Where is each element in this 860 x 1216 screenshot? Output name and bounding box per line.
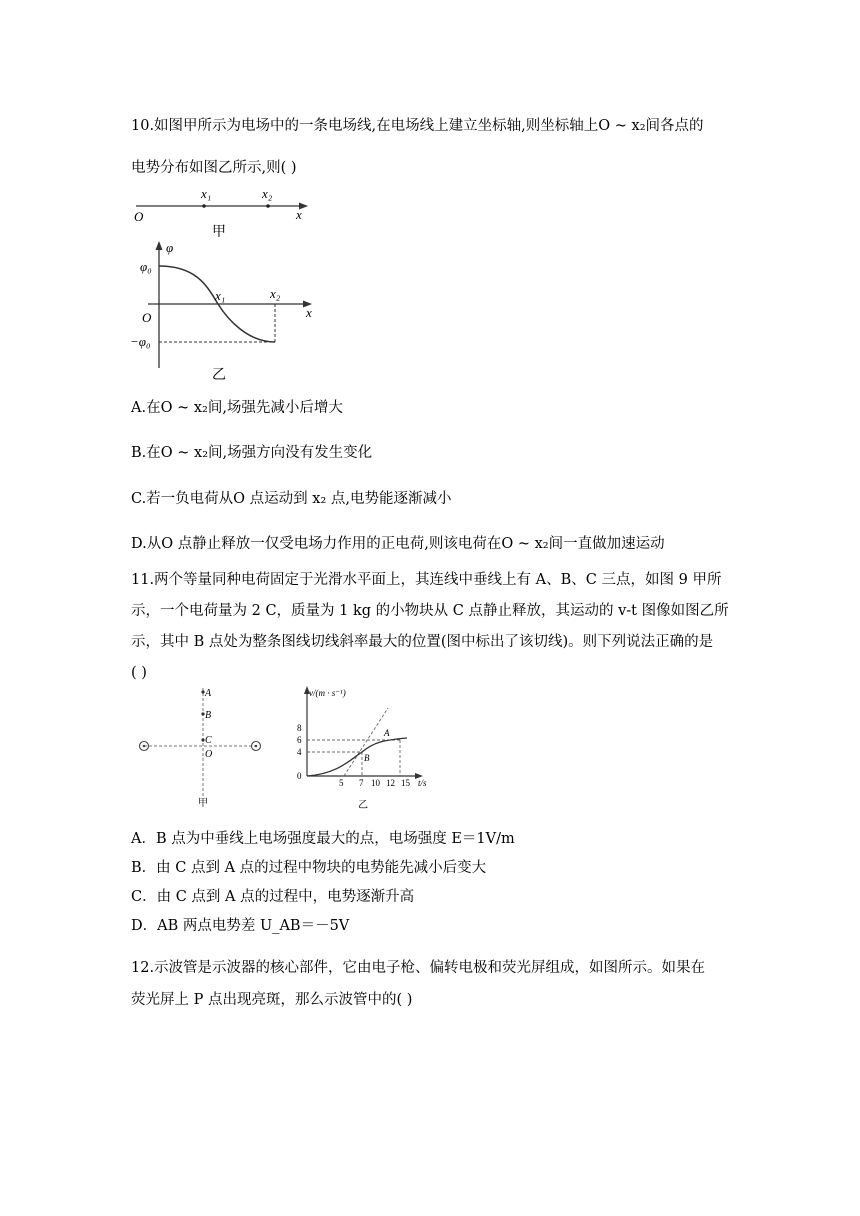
q11-jia-b-label: B bbox=[205, 710, 212, 721]
q11-yi-caption: 乙 bbox=[358, 800, 368, 811]
q10-yi-phi-label: φ bbox=[166, 240, 174, 255]
q10-stem-line1: 10.如图甲所示为电场中的一条电场线,在电场线上建立坐标轴,则坐标轴上O ~ x₂间各点的 bbox=[131, 118, 704, 134]
q10-option-a: A.在O ~ x₂间,场强先减小后增大 bbox=[131, 400, 343, 416]
q11-yi-xtick-5: 5 bbox=[339, 778, 344, 788]
q10-jia-axis-label: x bbox=[296, 207, 302, 222]
q11-yi-xtick-15: 15 bbox=[401, 778, 410, 788]
q11-jia-c-label: C bbox=[205, 735, 212, 746]
q11-stem-line1: 11.两个等量同种电荷固定于光滑水平面上，其连线中垂线上有 A、B、C 三点，如图 9 甲所 bbox=[131, 572, 722, 588]
q10-jia-caption: 甲 bbox=[212, 225, 226, 240]
q10-yi-x2-label: x₂ bbox=[270, 286, 281, 301]
q11-yi-point-a: A bbox=[384, 728, 390, 738]
q11-jia-o-label: O bbox=[205, 749, 213, 760]
q11-option-d: D．AB 两点电势差 U_AB＝－5V bbox=[131, 918, 350, 934]
q11-yi-ytick-8: 8 bbox=[297, 723, 302, 733]
q11-yi-ylabel: v/(m · s⁻¹) bbox=[309, 688, 346, 698]
q10-option-c: C.若一负电荷从O 点运动到 x₂ 点,电势能逐渐减小 bbox=[131, 491, 452, 507]
q10-yi-caption: 乙 bbox=[212, 368, 226, 383]
q11-option-c: C．由 C 点到 A 点的过程中，电势逐渐升高 bbox=[131, 889, 415, 905]
q10-option-d: D.从O 点静止释放一仅受电场力作用的正电荷,则该电荷在O ~ x₂间一直做加速运动 bbox=[131, 536, 665, 552]
q11-yi-xlabel: t/s bbox=[418, 778, 427, 788]
q10-yi-phi0-label: φ₀ bbox=[140, 259, 152, 274]
q10-yi-o-label: O bbox=[142, 310, 152, 325]
q10-stem-line2: 电势分布如图乙所示,则( ) bbox=[131, 160, 297, 176]
q10-yi-axis-label: x bbox=[306, 305, 312, 320]
q11-stem-line4: ( ) bbox=[131, 665, 147, 681]
q12-stem-line2: 荧光屏上 P 点出现亮斑，那么示波管中的( ) bbox=[131, 992, 413, 1008]
q11-option-b: B．由 C 点到 A 点的过程中物块的电势能先减小后变大 bbox=[131, 860, 487, 876]
q11-stem-line3: 示，其中 B 点处为整条图线切线斜率最大的位置(图中标出了该切线)。则下列说法正确的是 bbox=[131, 634, 714, 650]
q11-yi-ytick-4: 4 bbox=[297, 747, 302, 757]
q10-yi-x1-label: x₁ bbox=[215, 288, 226, 303]
q10-yi-neg-phi0-label: −φ₀ bbox=[130, 334, 151, 349]
q11-jia-caption: 甲 bbox=[198, 798, 208, 809]
q11-yi-point-b: B bbox=[364, 753, 370, 763]
q10-jia-x2-label: x₂ bbox=[262, 186, 273, 201]
q11-jia-a-label: A bbox=[205, 688, 212, 699]
q11-yi-ytick-0: 0 bbox=[297, 771, 302, 781]
q11-yi-xtick-12: 12 bbox=[386, 778, 395, 788]
q10-figure-yi bbox=[128, 238, 323, 383]
q12-stem-line1: 12.示波管是示波器的核心部件，它由电子枪、偏转电极和荧光屏组成，如图所示。如果在 bbox=[131, 960, 706, 976]
q11-yi-xtick-10: 10 bbox=[371, 778, 380, 788]
q11-option-a: A．B 点为中垂线上电场强度最大的点，电场强度 E＝1V/m bbox=[131, 831, 515, 847]
q10-option-b: B.在O ~ x₂间,场强方向没有发生变化 bbox=[131, 445, 373, 461]
q11-yi-xtick-7: 7 bbox=[359, 778, 364, 788]
q10-jia-x1-label: x₁ bbox=[201, 186, 212, 201]
q11-stem-line2: 示，一个电荷量为 2 C，质量为 1 kg 的小物块从 C 点静止释放，其运动的 v-t 图像如图乙所 bbox=[131, 603, 729, 619]
q11-yi-ytick-6: 6 bbox=[297, 735, 302, 745]
q11-figure-jia bbox=[132, 684, 272, 809]
q11-figure-yi bbox=[292, 684, 442, 814]
q11-yi-vt-curve bbox=[307, 738, 407, 776]
q10-figure-jia bbox=[128, 185, 318, 240]
q10-jia-o-label: O bbox=[134, 209, 144, 224]
